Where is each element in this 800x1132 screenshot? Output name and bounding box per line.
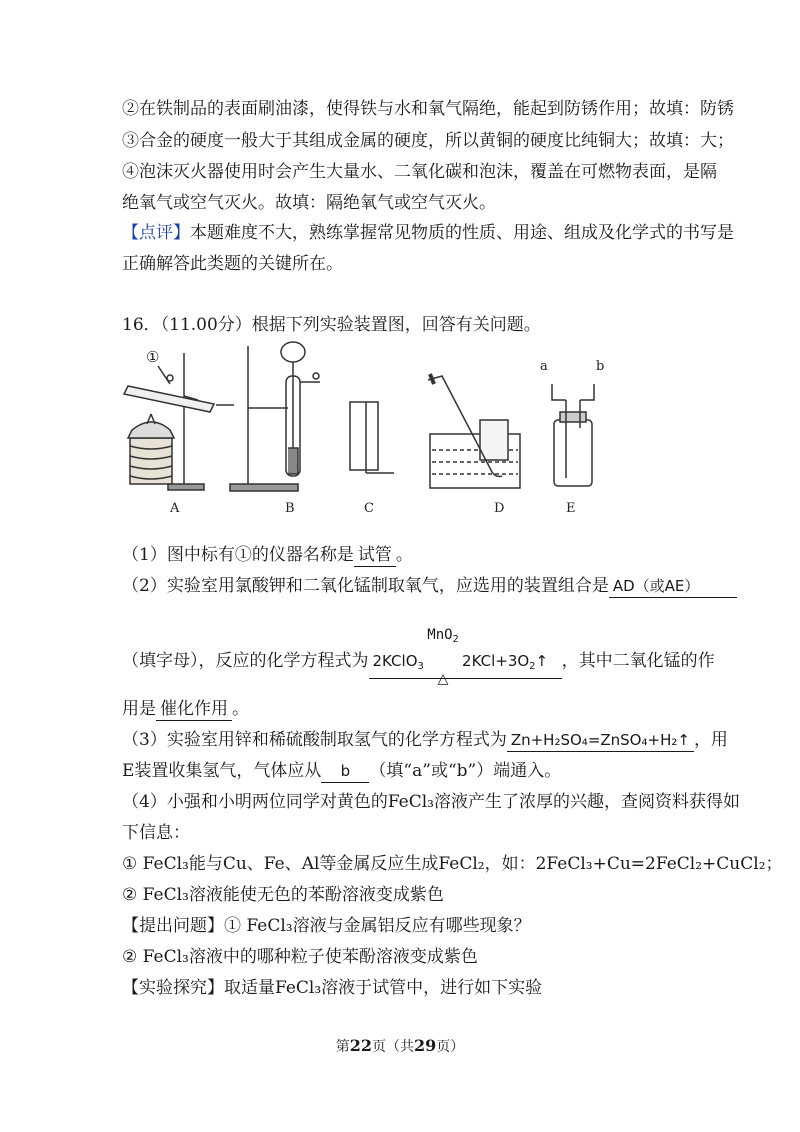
q2c-suffix: 。 (232, 699, 249, 719)
comment-tag: 【点评】 (122, 223, 190, 243)
port-b-label: b (596, 359, 605, 374)
figure-labels (169, 501, 576, 516)
label-a: A (170, 501, 180, 516)
footer-page-number: 22 (349, 1036, 372, 1055)
chemical-equation: 2KClO$_3$ MnO$_2$ △ $2KCl+3O_2↑$ (369, 650, 562, 679)
marker-one: ① (146, 348, 160, 366)
equation-left: 2KClO (372, 652, 418, 670)
equation-right: 2KCl+3O (462, 652, 530, 670)
q3b-answer: b (321, 760, 369, 783)
q2b-suffix: ，其中二氧化锰的作 (561, 651, 715, 671)
label-d: D (494, 501, 505, 516)
line-6: 正确解答此类题的关键所在。 (122, 254, 343, 274)
q3-answer: Zn+H₂SO₄=ZnSO₄+H₂↑ (507, 729, 694, 752)
page-footer (0, 1036, 800, 1056)
q1-suffix: 。 (395, 545, 413, 565)
q2c-line (122, 698, 249, 721)
q4b-line: 下信息： (122, 823, 190, 843)
question-16: 16．（11.00分）根据下列实验装置图，回答有关问题。 (122, 315, 541, 335)
q3b-line (122, 760, 561, 783)
apparatus-c (350, 402, 394, 473)
q2-prefix: （2）实验室用氯酸钾和二氧化锰制取氧气，应选用的装置组合是 (122, 576, 609, 596)
apparatus-a (124, 348, 234, 490)
q4-line: （4）小强和小明两位同学对黄色的FeCl₃溶液产生了浓厚的兴趣，查阅资料获得如 (122, 792, 740, 812)
q3-suffix: ，用 (693, 730, 728, 750)
catalyst-label: MnO$_2$ (427, 627, 459, 645)
q2b-prefix: （填字母），反应的化学方程式为 (122, 651, 369, 671)
info-1: ① FeCl₃能与Cu、Fe、Al等金属反应生成FeCl₂，如：2FeCl₃+Cu=2FeCl₂+CuCl₂； (122, 854, 783, 874)
info-2: ② FeCl₃溶液能使无色的苯酚溶液变成紫色 (122, 885, 444, 905)
line-1: ②在铁制品的表面刷油漆，使得铁与水和氧气隔绝，能起到防锈作用；故填：防锈 (122, 99, 734, 119)
q1-line (122, 544, 413, 567)
line-4: 绝氧气或空气灭火。故填：隔绝氧气或空气灭火。 (122, 193, 496, 213)
q2-line (122, 575, 737, 598)
line-2: ③合金的硬度一般大于其组成金属的硬度，所以黄铜的硬度比纯铜大；故填：大； (122, 131, 734, 151)
footer-middle: 页（共 (372, 1039, 414, 1055)
problem-2: ② FeCl₃溶液中的哪种粒子使苯酚溶液变成紫色 (122, 947, 478, 967)
q3-prefix: （3）实验室用锌和稀硫酸制取氢气的化学方程式为 (122, 730, 507, 750)
apparatus-figure (110, 338, 700, 518)
apparatus-b (230, 342, 320, 491)
comment-line (122, 222, 734, 244)
label-e: E (566, 501, 576, 516)
label-b: B (285, 501, 295, 516)
problem-1: 【提出问题】① FeCl₃溶液与金属铝反应有哪些现象？ (122, 916, 531, 936)
q2c-answer: 催化作用 (156, 698, 232, 721)
q2c-prefix: 用是 (122, 699, 156, 719)
apparatus-e (540, 359, 604, 486)
q3b-suffix: （填“a”或“b”）端通入。 (369, 761, 562, 781)
reaction-condition (424, 627, 462, 687)
line-3: ④泡沫灭火器使用时会产生大量水、二氧化碳和泡沫，覆盖在可燃物表面，是隔 (122, 162, 717, 182)
label-c: C (364, 501, 374, 516)
q2-answer: AD（或AE） (609, 575, 737, 598)
heat-symbol: △ (437, 671, 449, 687)
q1-prefix: （1）图中标有①的仪器名称是 (122, 545, 354, 565)
apparatus-d (428, 374, 520, 488)
footer-prefix: 第 (335, 1039, 350, 1055)
port-a-label: a (540, 359, 548, 374)
footer-suffix: 页） (436, 1039, 465, 1055)
q1-answer: 试管 (354, 544, 396, 567)
experiment-line: 【实验探究】取适量FeCl₃溶液于试管中，进行如下实验 (122, 978, 543, 998)
comment-text: 本题难度不大，熟练掌握常见物质的性质、用途、组成及化学式的书写是 (190, 223, 734, 243)
footer-total-pages: 29 (414, 1036, 437, 1055)
q2-equation-line (122, 627, 715, 687)
q3-line (122, 729, 728, 752)
q3b-prefix: E装置收集氢气，气体应从 (122, 761, 322, 781)
